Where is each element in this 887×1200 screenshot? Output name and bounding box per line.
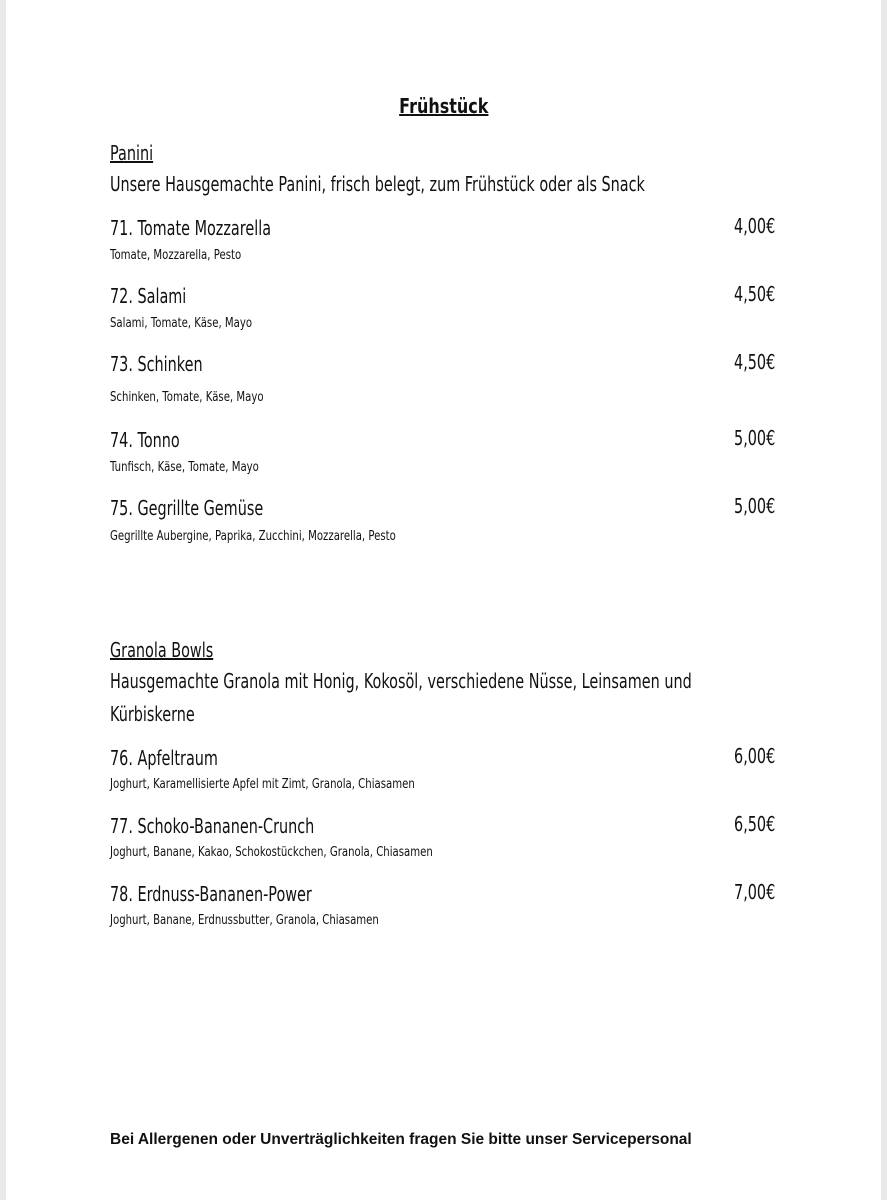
item-name-75: 75. Gegrillte Gemüse	[110, 496, 264, 520]
section-heading-granola: Granola Bowls	[110, 638, 214, 662]
item-desc-77: Joghurt, Banane, Kakao, Schokostückchen, Granola, Chiasamen	[110, 845, 433, 860]
item-name-72: 72. Salami	[110, 284, 187, 308]
item-name-78: 78. Erdnuss-Bananen-Power	[110, 882, 312, 906]
page-title: Frühstück	[398, 94, 489, 118]
item-desc-78: Joghurt, Banane, Erdnussbutter, Granola, Chiasamen	[110, 913, 379, 928]
item-price-74: 5,00€	[733, 426, 775, 450]
item-desc-76: Joghurt, Karamellisierte Apfel mit Zimt, Granola, Chiasamen	[110, 777, 415, 792]
item-name-73: 73. Schinken	[110, 352, 203, 376]
section-heading-panini: Panini	[110, 141, 154, 165]
item-desc-72: Salami, Tomate, Käse, Mayo	[110, 316, 253, 331]
item-price-75: 5,00€	[733, 494, 775, 518]
item-price-71: 4,00€	[733, 214, 775, 238]
item-price-76: 6,00€	[733, 744, 775, 768]
item-price-77: 6,50€	[733, 812, 775, 836]
item-price-72: 4,50€	[733, 282, 775, 306]
item-desc-73: Schinken, Tomate, Käse, Mayo	[110, 390, 264, 405]
item-desc-71: Tomate, Mozzarella, Pesto	[110, 248, 242, 263]
section-description-granola-line1: Hausgemachte Granola mit Honig, Kokosöl, verschiedene Nüsse, Leinsamen und	[110, 669, 692, 693]
section-description-granola-line2: Kürbiskerne	[110, 702, 195, 726]
item-desc-74: Tunfisch, Käse, Tomate, Mayo	[110, 460, 259, 475]
item-name-77: 77. Schoko-Bananen-Crunch	[110, 814, 315, 838]
item-name-74: 74. Tonno	[110, 428, 180, 452]
section-description-panini: Unsere Hausgemachte Panini, frisch belegt, zum Frühstück oder als Snack	[110, 172, 645, 196]
page-title-wrap	[6, 94, 881, 118]
item-name-76: 76. Apfeltraum	[110, 746, 218, 770]
item-price-73: 4,50€	[733, 350, 775, 374]
item-name-71: 71. Tomate Mozzarella	[110, 216, 272, 240]
allergen-notice: Bei Allergenen oder Unverträglichkeiten fragen Sie bitte unser Servicepersonal	[110, 1131, 692, 1148]
item-desc-75: Gegrillte Aubergine, Paprika, Zucchini, Mozzarella, Pesto	[110, 529, 396, 544]
menu-page	[6, 0, 881, 1200]
item-price-78: 7,00€	[733, 880, 775, 904]
